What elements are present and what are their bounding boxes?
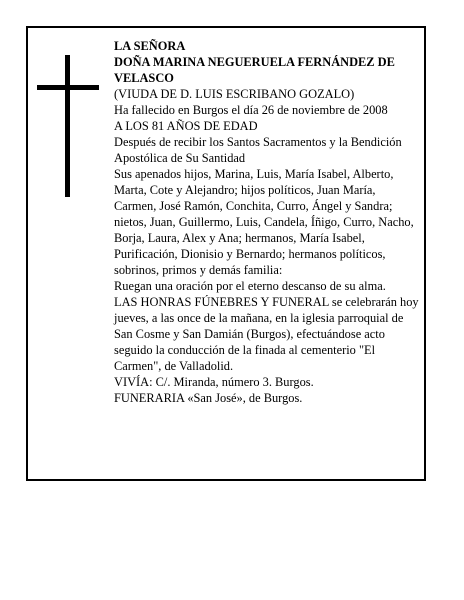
age-statement: A LOS 81 AÑOS DE EDAD [114, 119, 258, 133]
notice-title: LA SEÑORA [114, 39, 186, 53]
funeral-home: FUNERARIA «San José», de Burgos. [114, 391, 303, 405]
prayer-request: Ruegan una oración por el eterno descanso de su alma. [114, 279, 386, 293]
address: VIVÍA: C/. Miranda, número 3. Burgos. [114, 375, 314, 389]
funeral-info [114, 294, 420, 374]
widow-of: (VIUDA DE D. LUIS ESCRIBANO GOZALO) [114, 87, 355, 101]
death-statement: Ha fallecido en Burgos el día 26 de noviembre de 2008 [114, 103, 388, 117]
funeral-heading: LAS HONRAS FÚNEBRES Y FUNERAL [114, 295, 329, 309]
family-list: Sus apenados hijos, Marina, Luis, María Isabel, Alberto, Marta, Cote y Alejandro; hijos políticos, Juan María, Carmen, José Ramón, Conchita, Curro, Ángel y Sandra; nietos, Juan, Guillermo, Luis, Candela, Íñigo, Curro, Nacho, Borja, Laura, Alex y Ana; hermanos, María Isabel, Purificación, Dionisio y Bernardo; hermanos políticos, sobrinos, primos y demás familia: [114, 167, 414, 277]
sacraments-statement: Después de recibir los Santos Sacramentos y la Bendición Apostólica de Su Santidad [114, 135, 402, 165]
cross-icon [37, 55, 99, 197]
deceased-name: DOÑA MARINA NEGUERUELA FERNÁNDEZ DE VELASCO [114, 55, 395, 85]
funeral-details: se celebrarán hoy jueves, a las once de la mañana, en la iglesia parroquial de San Cosme y San Damián (Burgos), efectuándose acto seguido la conducción de la finada al cementerio "El Carmen", de Valladolid. [114, 295, 419, 373]
obituary-text [114, 38, 420, 406]
